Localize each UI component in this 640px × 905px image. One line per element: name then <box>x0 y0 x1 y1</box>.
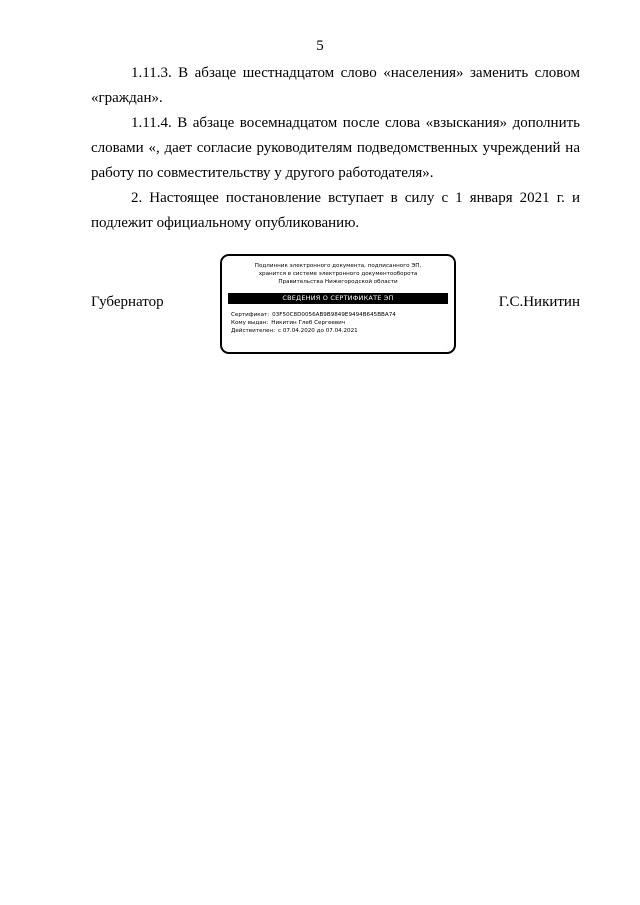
electronic-signature-stamp <box>220 254 456 354</box>
stamp-notice-line: Правительства Нижегородской области <box>278 279 398 285</box>
issued-to-value: Никитин Глеб Сергеевич <box>271 320 346 326</box>
paragraph-1-11-4: 1.11.4. В абзаце восемнадцатом после слова «взыскания» дополнить словами «, дает согласие руководителям подведомственных учреждений на работу по совместительству у другого работодателя». <box>91 115 580 181</box>
stamp-notice-line: Подлинник электронного документа, подписанного ЭП, <box>254 263 422 269</box>
paragraph-1-11-3: 1.11.3. В абзаце шестнадцатом слово «населения» заменить словом «граждан». <box>91 65 580 106</box>
certificate-value: 03F50C8D0056AB9B9849E9494B645BBA74 <box>272 312 396 318</box>
stamp-header: СВЕДЕНИЯ О СЕРТИФИКАТЕ ЭП <box>228 293 448 304</box>
stamp-notice <box>230 262 446 286</box>
issued-to-row <box>231 319 446 327</box>
signature-block <box>0 254 640 356</box>
validity-row <box>231 327 446 335</box>
page-number: 5 <box>316 38 324 54</box>
signer-name: Г.С.Никитин <box>498 294 580 310</box>
stamp-details <box>231 311 446 335</box>
issued-to-label: Кому выдан: <box>231 320 269 326</box>
validity-label: Действителен: <box>231 328 275 334</box>
paragraph-2: 2. Настоящее постановление вступает в силу с 1 января 2021 г. и подлежит официальному опубликованию. <box>91 190 580 231</box>
signer-position: Губернатор <box>91 294 164 310</box>
document-body <box>91 61 580 236</box>
certificate-label: Сертификат: <box>231 312 270 318</box>
certificate-row <box>231 311 446 319</box>
validity-value: с 07.04.2020 до 07.04.2021 <box>277 328 358 334</box>
stamp-notice-line: хранится в системе электронного документооборота <box>258 271 418 277</box>
